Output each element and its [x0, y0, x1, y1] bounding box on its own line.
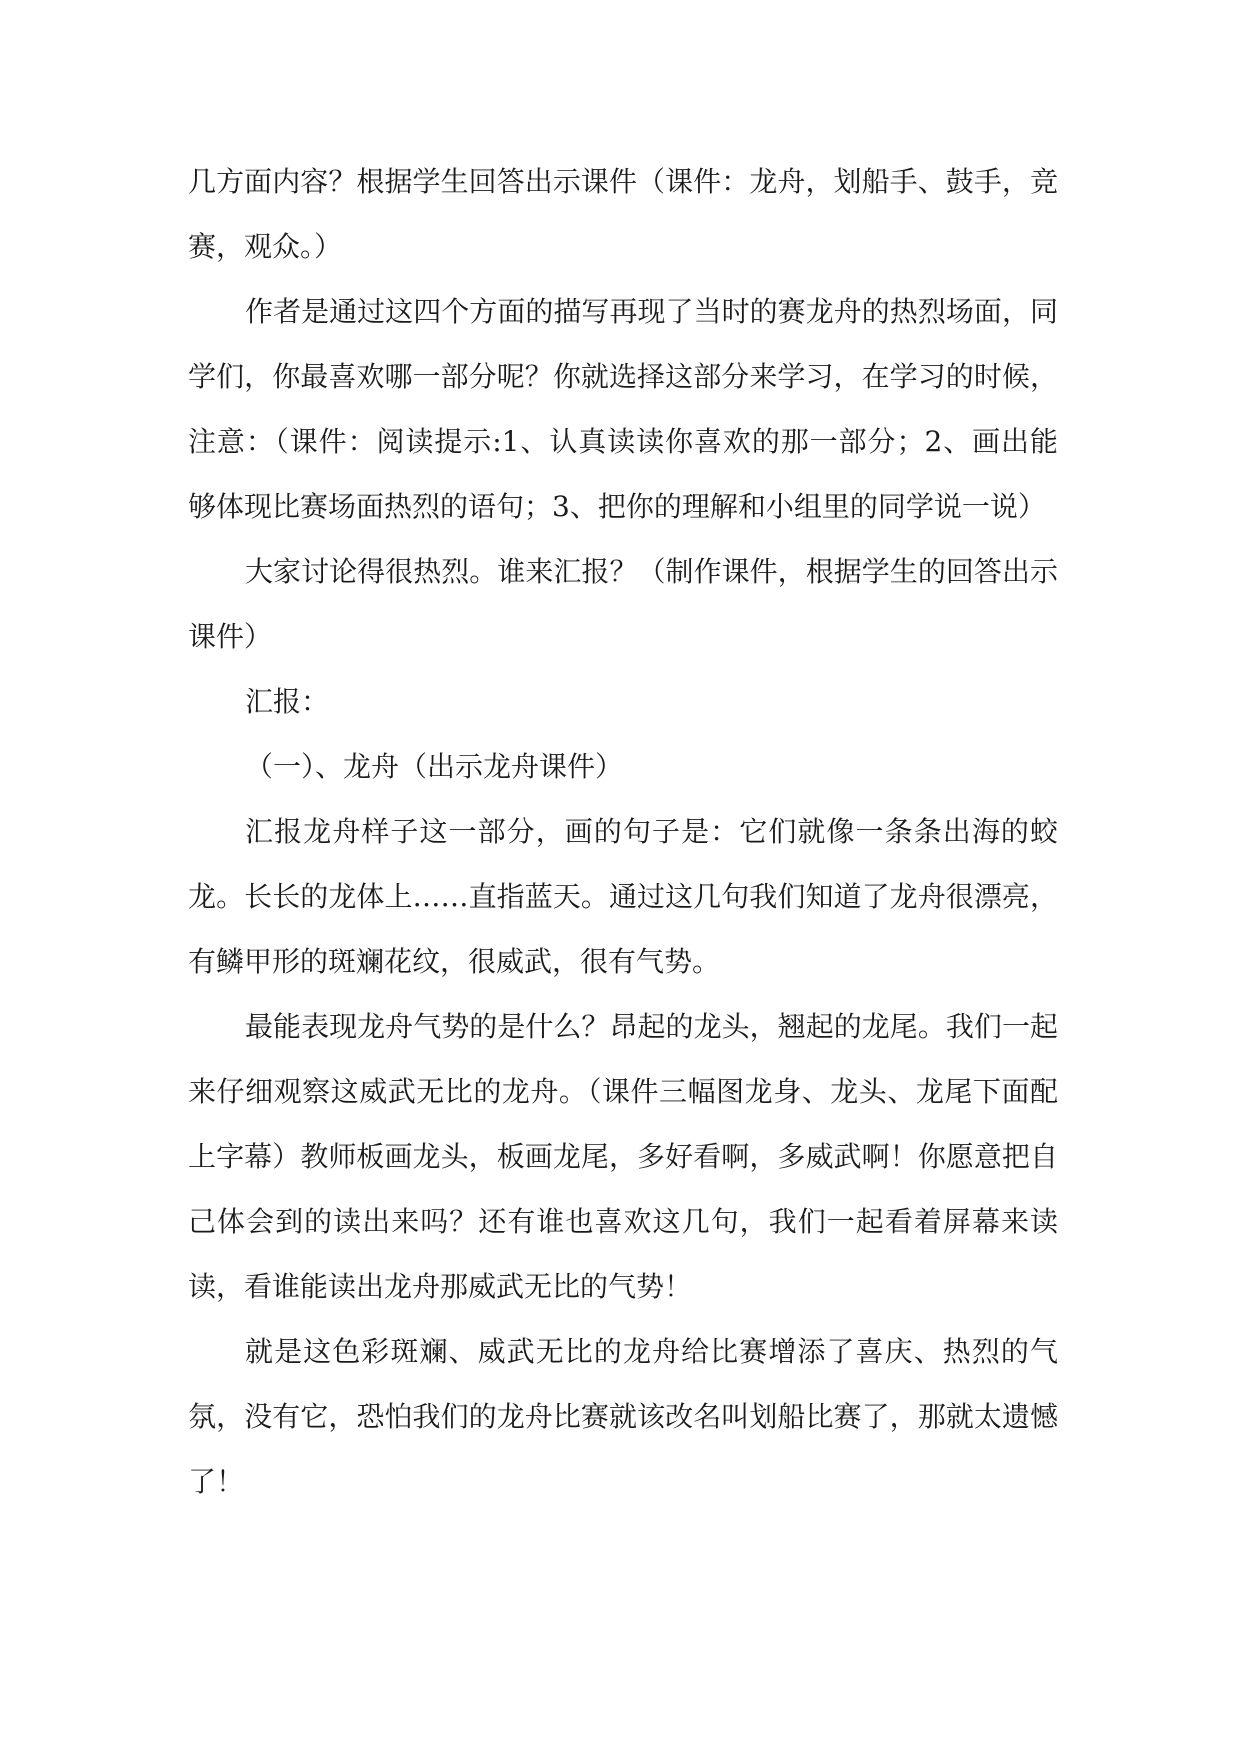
paragraph-dragon-boat-momentum: 最能表现龙舟气势的是什么？昂起的龙头，翘起的龙尾。我们一起来仔细观察这威武无比的龙舟。（课件三幅图龙身、龙头、龙尾下面配上字幕）教师板画龙头，板画龙尾，多好看啊，多威武啊！你愿意把自己体会到的读出来吗？还有谁也喜欢这几句，我们一起看着屏幕来读读，看谁能读出龙舟那威武无比的气势！ [188, 1010, 1058, 1303]
paragraph-author-description: 作者是通过这四个方面的描写再现了当时的赛龙舟的热烈场面，同学们，你最喜欢哪一部分呢？你就选择这部分来学习，在学习的时候，注意：（课件：阅读提示:1、认真读读你喜欢的那一部分；2、画出能够体现比赛场面热烈的语句；3、把你的理解和小组里的同学说一说） [188, 295, 1058, 523]
paragraph-section-one-title: （一）、龙舟（出示龙舟课件） [245, 750, 624, 783]
paragraph-conclusion: 就是这色彩斑斓、威武无比的龙舟给比赛增添了喜庆、热烈的气氛，没有它，恐怕我们的龙舟比赛就该改名叫划船比赛了，那就太遗憾了！ [188, 1335, 1058, 1498]
paragraph-discussion: 大家讨论得很热烈。谁来汇报？（制作课件，根据学生的回答出示课件） [188, 555, 1058, 653]
paragraph-report-heading: 汇报： [245, 685, 330, 718]
document-body [188, 149, 1058, 1514]
paragraph-dragon-boat-appearance: 汇报龙舟样子这一部分，画的句子是：它们就像一条条出海的蛟龙。长长的龙体上……直指蓝天。通过这几句我们知道了龙舟很漂亮，有鳞甲形的斑斓花纹，很威武，很有气势。 [188, 815, 1058, 978]
paragraph-continuation: 几方面内容？根据学生回答出示课件（课件：龙舟，划船手、鼓手，竞赛，观众。） [188, 165, 1058, 263]
